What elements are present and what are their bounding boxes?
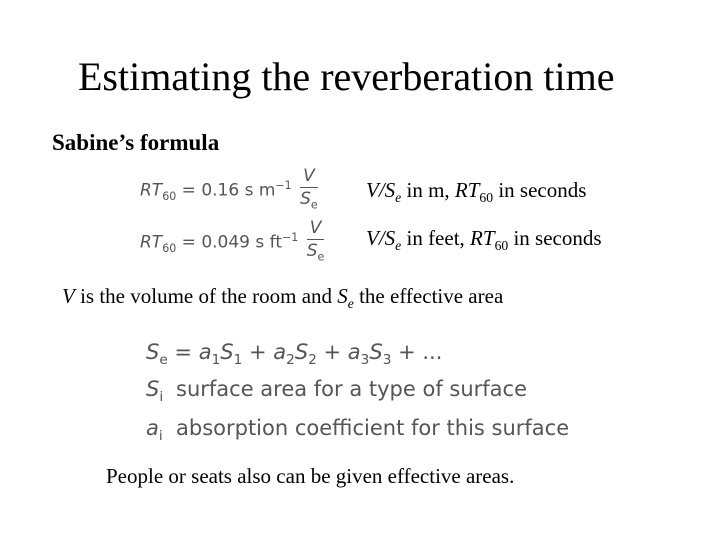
definition-absorption-text: absorption coefficient for this surface <box>176 416 570 440</box>
formula-metric <box>140 166 318 215</box>
formula-fraction <box>307 218 325 267</box>
formula-lhs-sub: 60 <box>162 190 177 204</box>
fraction-denominator-sub: e <box>317 250 325 264</box>
formula-exp: −1 <box>275 179 292 193</box>
note-metric-units: $V/S_e$ in m, $RT_{60}$ in seconds <box>366 178 587 206</box>
page-title: Estimating the reverberation time <box>78 54 615 99</box>
fraction-numerator: V <box>309 218 322 238</box>
footer-note: People or seats also can be given effective areas. <box>106 464 515 488</box>
volume-definition: V is the volume of the room and $S_e$ the effective area <box>62 284 504 312</box>
formula-lhs-sub: 60 <box>162 242 177 256</box>
formula-lhs: RT <box>140 232 163 253</box>
fraction-denominator-sub: e <box>310 198 318 212</box>
formula-fraction <box>300 166 318 215</box>
formula-lhs: RT <box>140 180 163 201</box>
fraction-numerator: V <box>303 166 315 186</box>
definition-surface-area-text: surface area for a type of surface <box>176 377 528 401</box>
definition-surface-area: $S_i$ surface area for a type of surface <box>146 377 528 406</box>
fraction-denominator: S <box>306 241 318 261</box>
formula-rhs: = 0.16 s m <box>176 180 276 201</box>
formula-rhs: = 0.049 s ft <box>176 232 283 253</box>
note-imperial-units: $V/S_e$ in feet, $RT_{60}$ in seconds <box>366 226 602 254</box>
section-heading: Sabine’s formula <box>52 130 220 155</box>
definition-absorption: $a_i$ absorption coefficient for this surface <box>146 416 570 445</box>
formula-exp: −1 <box>282 231 299 245</box>
effective-area-equation: $S_e = a_1S_1 + a_2S_2 + a_3S_3$ + ... <box>146 340 443 369</box>
fraction-denominator: S <box>300 189 311 209</box>
formula-imperial <box>140 218 324 267</box>
